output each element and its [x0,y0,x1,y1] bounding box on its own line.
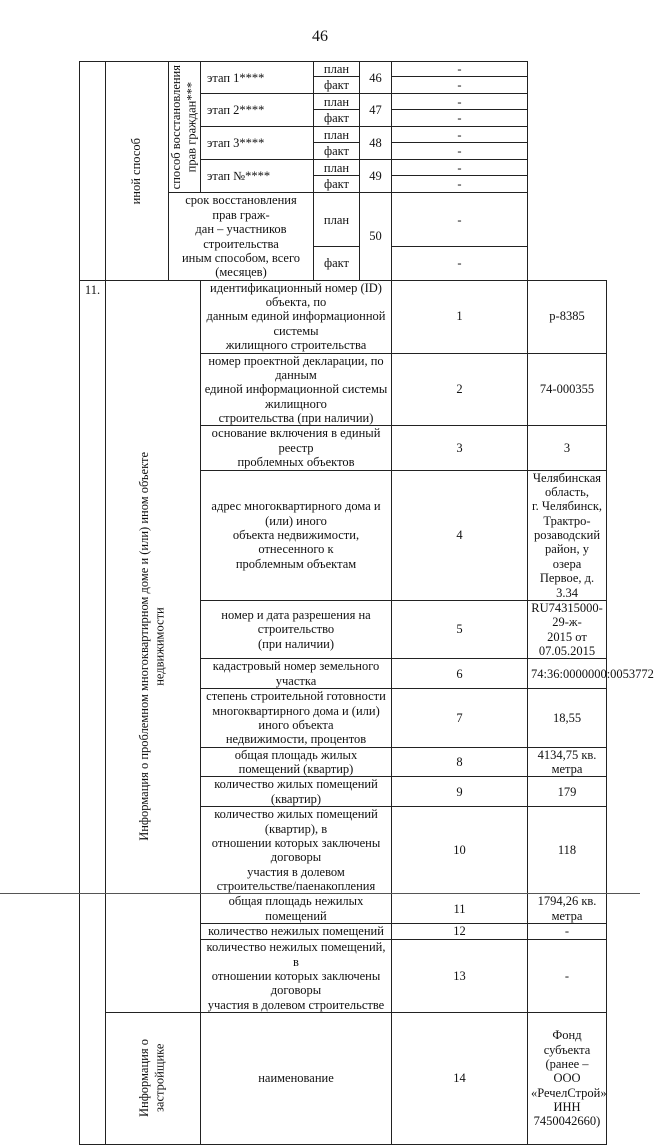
row-number: 13 [392,940,528,1013]
stage-label: этап 1**** [201,62,314,94]
row-number: 6 [392,659,528,689]
term-plan-value: - [392,193,528,247]
stage-label: этап 2**** [201,94,314,127]
field-label: общая площадь жилых помещений (квартир) [201,747,392,777]
stage-plan-label: план [314,62,360,77]
upper-empty-index-cell [80,62,106,281]
stage-fact-value: - [392,143,528,160]
row-number: 47 [360,94,392,127]
row-number: 11 [392,894,528,924]
bottom-rule [0,893,640,894]
term-label: срок восстановления прав граж- дан – участников строительства иным способом, всего (месяцев) [169,193,314,280]
row-number: 1 [392,280,528,353]
stage-fact-label: факт [314,176,360,193]
field-label: номер и дата разрешения на строительство (при наличии) [201,600,392,659]
row-number: 2 [392,353,528,426]
field-value: 3 [528,426,607,470]
page-number: 46 [312,28,328,45]
field-value: 179 [528,777,607,807]
stage-fact-value: - [392,77,528,94]
method-label-cell [106,62,169,281]
section-label: Информация о проблемном многоквартирном доме и (или) ином объекте недвижимости [137,451,167,841]
field-value: - [528,924,607,940]
field-label: общая площадь нежилых помещений [201,894,392,924]
field-value: Челябинская область, г. Челябинск, Трактро- розаводский район, у озера Первое, д. 3.34 [528,470,607,600]
field-value: 74-000355 [528,353,607,426]
row-number: 46 [360,62,392,94]
field-value: 4134,75 кв. метра [528,747,607,777]
stage-fact-label: факт [314,143,360,160]
stage-plan-value: - [392,160,528,176]
field-label: степень строительной готовности многоквартирного дома и (или) иного объекта недвижимости, процентов [201,689,392,748]
stage-fact-value: - [392,176,528,193]
stage-plan-value: - [392,62,528,77]
row-number: 14 [392,1013,528,1145]
field-value: - [528,940,607,1013]
field-label: идентификационный номер (ID) объекта, по данным единой информационной системы жилищного строительства [201,280,392,353]
row-number: 7 [392,689,528,748]
field-label: количество нежилых помещений [201,924,392,940]
stage-plan-label: план [314,160,360,176]
sub-label: способ восстановления прав граждан*** [168,65,199,190]
field-value: 1794,26 кв. метра [528,894,607,924]
row-number: 50 [360,193,392,280]
field-label: кадастровый номер земельного участка [201,659,392,689]
row-number: 49 [360,160,392,193]
field-label: основание включения в единый реестр проблемных объектов [201,426,392,470]
term-plan-label: план [314,193,360,247]
row-number: 8 [392,747,528,777]
field-value: RU74315000-29-ж- 2015 от 07.05.2015 [528,600,607,659]
stage-label: этап №**** [201,160,314,193]
term-fact-value: - [392,247,528,280]
row-number: 4 [392,470,528,600]
section-label-cell [106,280,201,1012]
row-number: 12 [392,924,528,940]
field-label: номер проектной декларации, по данным единой информационной системы жилищного строительства (при наличии) [201,353,392,426]
document-table [79,61,654,1145]
row-number: 48 [360,127,392,160]
stage-fact-label: факт [314,110,360,127]
stage-plan-value: - [392,127,528,143]
field-label: адрес многоквартирного дома и (или) иного объекта недвижимости, отнесенного к проблемным объектам [201,470,392,600]
field-label: количество жилых помещений (квартир) [201,777,392,807]
stage-plan-value: - [392,94,528,110]
field-value: 118 [528,807,607,894]
field-value: р-8385 [528,280,607,353]
field-value: 74:36:0000000:0053772 [528,659,607,689]
row-number: 10 [392,807,528,894]
method-label: иной способ [129,137,144,205]
field-label: количество жилых помещений (квартир), в отношении которых заключены договоры участия в долевом строительстве/паенакопления [201,807,392,894]
stage-plan-label: план [314,127,360,143]
developer-label-cell [106,1013,201,1145]
sub-label-cell [169,62,201,193]
stage-plan-label: план [314,94,360,110]
field-value: 18,55 [528,689,607,748]
row-number: 5 [392,600,528,659]
stage-fact-value: - [392,110,528,127]
stage-label: этап 3**** [201,127,314,160]
field-label: количество нежилых помещений, в отношении которых заключены договоры участия в долевом строительстве [201,940,392,1013]
developer-name-value: Фонд субъекта (ранее – ООО «РечелСтрой» ИНН 7450042660) [528,1013,607,1145]
developer-label: Информация о застройщике [137,1039,167,1118]
row-number: 3 [392,426,528,470]
row-number: 9 [392,777,528,807]
stage-fact-label: факт [314,77,360,94]
section-index: 11. [80,280,106,1144]
developer-name-label: наименование [201,1013,392,1145]
term-fact-label: факт [314,247,360,280]
